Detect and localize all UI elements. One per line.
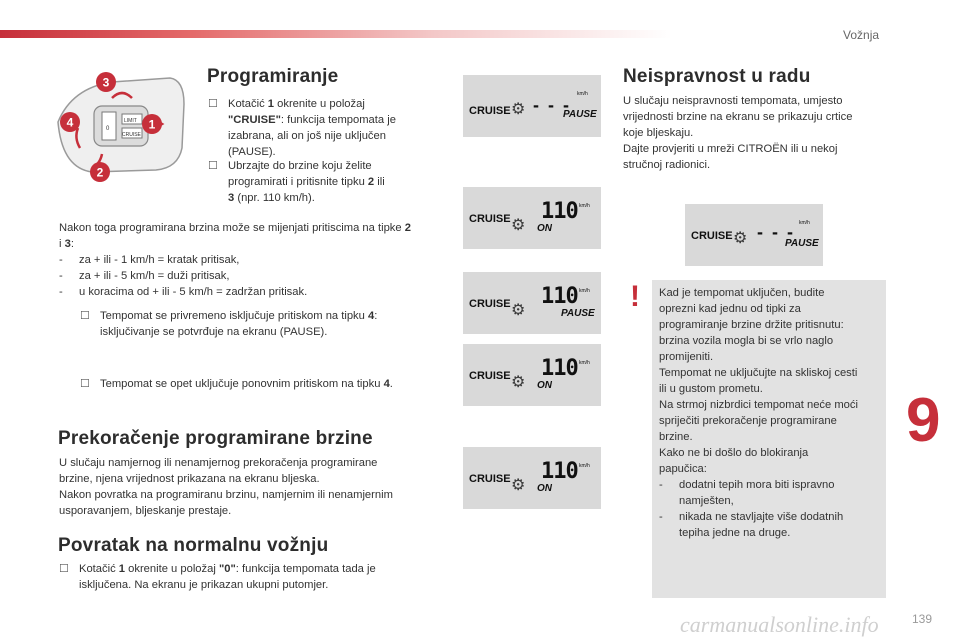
dash-item-3: - u koracima od + ili - 5 km/h = zadržan pritisak.: [59, 286, 308, 298]
warning-text: Kad je tempomat uključen, budite oprezni kad jednu od tipki za programiranje brzine držite pritisnutu: brzina vozila mogla bi se vrlo naglo promijeniti. Tempomat ne uključujte na skliskoj cesti ili u gustom prometu. Na strmoj nizbrdici tempomat neće moći spriječiti prekoračenje programirane brzine. Kako ne bi došlo do blokiranja papučica:: [659, 287, 858, 475]
warning-dash-1: - dodatni tepih mora biti ispravno namješten,: [659, 479, 835, 507]
speedometer-icon: ⚙: [511, 302, 526, 319]
dash-item-2: - za + ili - 5 km/h = duži pritisak,: [59, 270, 230, 282]
programiranje-bullet-1: ☐ Kotačić 1 okrenite u položaj "CRUISE": funkcija tempomata je izabrana, ali on još nije uključen (PAUSE).: [208, 98, 396, 158]
header-accent-bar: [0, 30, 960, 38]
speedometer-icon: ⚙: [511, 477, 526, 494]
display-pause-dashes: CRUISE ⚙ - - - km/h PAUSE: [463, 75, 601, 137]
speedometer-icon: ⚙: [511, 217, 526, 234]
stalk-zero-label: 0: [106, 126, 110, 132]
display-fault-dashes: CRUISE ⚙ - - - km/h PAUSE: [685, 204, 823, 266]
svg-text:3: 3: [102, 75, 110, 90]
povratak-bullet: ☐ Kotačić 1 okrenite u položaj "0": funkcija tempomata tada je isključena. Na ekranu je prikazan ukupni putomjer.: [59, 563, 376, 591]
neispravnost-text: U slučaju neispravnosti tempomata, umjesto vrijednosti brzine na ekranu se prikazuju crtice koje bljeskaju. Dajte provjeriti u mreži CITROËN ili u nekoj stručnoj radionici.: [623, 95, 853, 171]
display-pause-110: CRUISE ⚙ 110 km/h PAUSE: [463, 272, 601, 334]
programiranje-bullet-4: ☐ Tempomat se opet uključuje ponovnim pritiskom na tipku 4.: [80, 378, 393, 390]
svg-text:1: 1: [148, 117, 156, 132]
warning-dash-2: - nikada ne stavljajte više dodatnih tepiha jedne na druge.: [659, 511, 844, 539]
speedometer-icon: ⚙: [511, 374, 526, 391]
povratak-heading: Povratak na normalnu vožnju: [58, 535, 329, 556]
stalk-limit-label: LIMIT: [124, 118, 137, 124]
speedometer-icon: ⚙: [733, 230, 748, 247]
programiranje-heading: Programiranje: [207, 66, 339, 87]
programiranje-bullet-3: ☐ Tempomat se privremeno isključuje pritiskom na tipku 4: isključivanje se potvrđuje na ekranu (PAUSE).: [80, 310, 378, 338]
prekoracenje-heading: Prekoračenje programirane brzine: [58, 428, 373, 449]
stalk-cruise-label: CRUISE: [122, 132, 141, 138]
speedometer-icon: ⚙: [511, 101, 526, 118]
display-on-110-c: CRUISE ⚙ 110 km/h ON: [463, 447, 601, 509]
svg-text:4: 4: [66, 115, 74, 130]
display-on-110-b: CRUISE ⚙ 110 km/h ON: [463, 344, 601, 406]
chapter-number: 9: [906, 386, 941, 455]
prekoracenje-text: U slučaju namjernog ili nenamjernog prekoračenja programirane brzine, njena vrijednost prikazana na ekranu bljeska. Nakon povratka na programiranu brzinu, namjernim ili nenamjernim usporavanjem, bljeskanje prestaje.: [59, 457, 393, 517]
neispravnost-heading: Neispravnost u radu: [623, 66, 811, 87]
programiranje-paragraph: Nakon toga programirana brzina može se mijenjati pritiscima na tipke 2 i 3:: [59, 222, 411, 250]
section-title: Vožnja: [843, 28, 880, 42]
cruise-stalk-illustration: [52, 68, 190, 186]
warning-icon: !: [630, 280, 640, 313]
page-number: 139: [912, 612, 933, 626]
dash-item-1: - za + ili - 1 km/h = kratak pritisak,: [59, 254, 240, 266]
svg-text:2: 2: [96, 165, 104, 180]
display-on-110-a: CRUISE ⚙ 110 km/h ON: [463, 187, 601, 249]
watermark: carmanualsonline.info: [680, 612, 879, 637]
programiranje-bullet-2: ☐ Ubrzajte do brzine koju želite programirati i pritisnite tipku 2 ili 3 (npr. 110 km/h).: [208, 160, 385, 204]
